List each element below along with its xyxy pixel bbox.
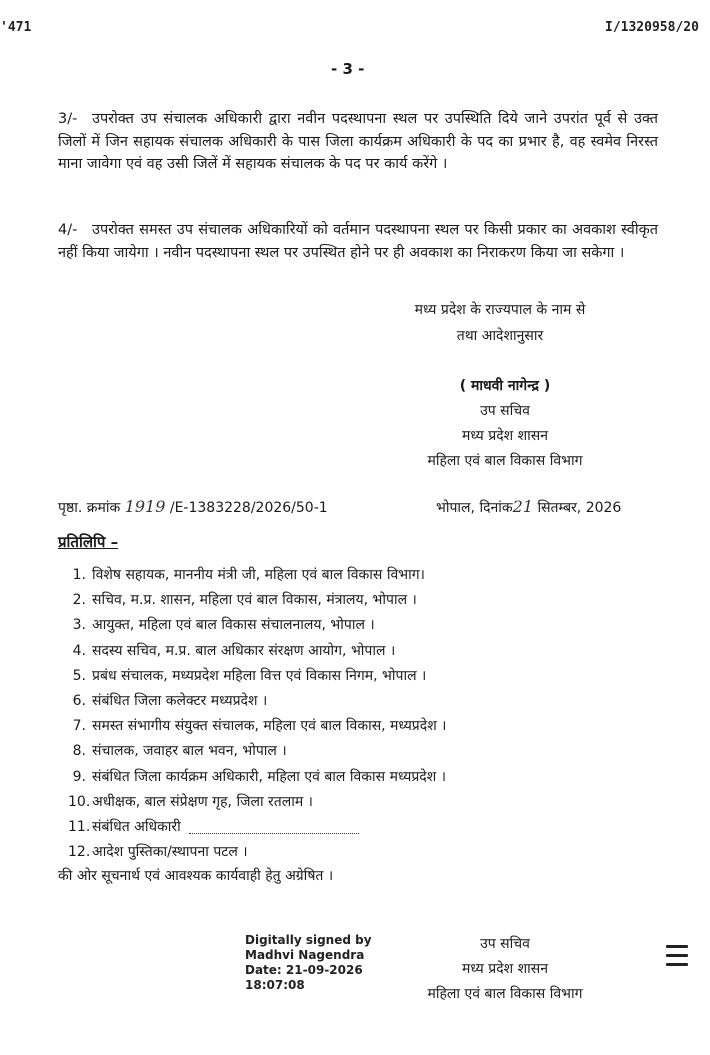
list-item: [68, 689, 447, 714]
forward-note: की ओर सूचनार्थ एवं आवश्यक कार्यवाही हेतु अग्रेषित ।: [58, 868, 334, 884]
list-item: [68, 714, 447, 739]
paragraph-number: 3/-: [58, 111, 78, 127]
list-item: [68, 739, 447, 764]
paragraph-3: [58, 108, 658, 176]
item-text: संबंधित जिला कार्यक्रम अधिकारी, महिला एवं बाल विकास मध्यप्रदेश ।: [92, 768, 447, 785]
copy-heading: प्रतिलिपि –: [58, 533, 119, 551]
item-number: 7.: [72, 718, 86, 735]
item-number: 3.: [72, 617, 86, 634]
paragraph-number: 4/-: [58, 222, 78, 238]
item-text: अधीक्षक, बाल संप्रेक्षण गृह, जिला रतलाम ।: [92, 793, 313, 810]
endorsement-reference: [58, 497, 328, 517]
dsig-line-2: Madhvi Nagendra: [245, 948, 365, 962]
footer-department: महिला एवं बाल विकास विभाग: [427, 986, 583, 1002]
item-text: आदेश पुस्तिका/स्थापना पटल ।: [92, 844, 248, 861]
item-number: 9.: [72, 768, 86, 785]
signatory-department: महिला एवं बाल विकास विभाग: [427, 453, 583, 469]
item-text: प्रबंध संचालक, मध्यप्रदेश महिला वित्त एवं विकास निगम, भोपाल ।: [92, 667, 427, 684]
dsig-line-3: Date: 21-09-2026: [245, 963, 363, 977]
signatory-designation: उप सचिव: [480, 403, 530, 419]
reference-prefix: पृष्ठा. क्रमांक: [58, 500, 121, 516]
item-number: 4.: [72, 642, 86, 659]
footer-govt: मध्य प्रदेश शासन: [462, 961, 548, 977]
list-item: [68, 664, 447, 689]
signatory-govt: मध्य प्रदेश शासन: [462, 428, 548, 444]
handwritten-number: 1919: [124, 497, 166, 516]
item-number: 10.: [68, 793, 91, 810]
blank-fill-line: [189, 819, 359, 834]
list-item: [68, 563, 447, 588]
paragraph-text: उपरोक्त उप संचालक अधिकारी द्वारा नवीन पदस्थापना स्थल पर उपस्थिति दिये जाने उपरांत पूर्व से उक्त जिलों में जिन सहायक संचालक अधिकारी के पास जिला कार्यक्रम अधिकारी के पद का प्रभार है, वह स्वमेव निरस्त माना जावेगा एवं वह उसी जिलें में सहायक संचालक के पद पर कार्य करेंगे ।: [58, 111, 658, 172]
item-number: 11.: [68, 818, 91, 835]
dsig-line-4: 18:07:08: [245, 978, 305, 992]
item-number: 12.: [68, 844, 91, 861]
date-suffix: सितम्बर, 2026: [537, 500, 622, 516]
place-date-prefix: भोपाल, दिनांक: [436, 500, 513, 516]
list-item: [68, 840, 447, 865]
list-item: [68, 613, 447, 638]
item-text: सदस्य सचिव, म.प्र. बाल अधिकार संरक्षण आयोग, भोपाल ।: [92, 642, 396, 659]
list-item: [68, 588, 447, 613]
header-right-ref: I/1320958/20: [605, 20, 699, 35]
item-number: 6.: [72, 692, 86, 709]
order-line-2: तथा आदेशानुसार: [456, 328, 544, 344]
item-number: 8.: [72, 743, 86, 760]
hamburger-menu-icon[interactable]: [666, 945, 688, 967]
item-number: 2.: [72, 592, 86, 609]
item-text: आयुक्त, महिला एवं बाल विकास संचालनालय, भोपाल ।: [92, 617, 375, 634]
digital-signature: [245, 933, 372, 993]
footer-designation: उप सचिव: [480, 936, 530, 952]
item-text: संबंधित अधिकारी: [92, 818, 181, 835]
item-number: 1.: [72, 567, 86, 583]
handwritten-day: 21: [512, 497, 534, 516]
item-number: 5.: [72, 667, 86, 684]
dsig-line-1: Digitally signed by: [245, 933, 372, 947]
signatory-name: ( माधवी नागेन्द्र ): [459, 378, 551, 394]
list-item: [68, 815, 447, 840]
item-text: संचालक, जवाहर बाल भवन, भोपाल ।: [92, 743, 287, 760]
item-text: समस्त संभागीय संयुक्त संचालक, महिला एवं बाल विकास, मध्यप्रदेश ।: [92, 718, 447, 735]
list-item: [68, 765, 447, 790]
list-item: [68, 790, 447, 815]
paragraph-4: [58, 219, 658, 264]
item-text: विशेष सहायक, माननीय मंत्री जी, महिला एवं बाल विकास विभाग।: [92, 567, 425, 583]
place-date: [436, 497, 621, 517]
reference-file-no: /E-1383228/2026/50-1: [169, 500, 328, 516]
item-text: सचिव, म.प्र. शासन, महिला एवं बाल विकास, मंत्रालय, भोपाल ।: [92, 592, 417, 609]
page-number: - 3 -: [331, 60, 365, 78]
list-item: [68, 639, 447, 664]
copy-list: [68, 563, 447, 865]
paragraph-text: उपरोक्त समस्त उप संचालक अधिकारियों को वर्तमान पदस्थापना स्थल पर किसी प्रकार का अवकाश स्वीकृत नहीं किया जायेगा । नवीन पदस्थापना स्थल पर उपस्थित होने पर ही अवकाश का निराकरण किया जा सकेगा ।: [58, 222, 658, 261]
item-text: संबंधित जिला कलेक्टर मध्यप्रदेश ।: [92, 692, 268, 709]
order-line-1: मध्य प्रदेश के राज्यपाल के नाम से: [414, 302, 586, 318]
header-left-ref: '471: [0, 20, 32, 35]
